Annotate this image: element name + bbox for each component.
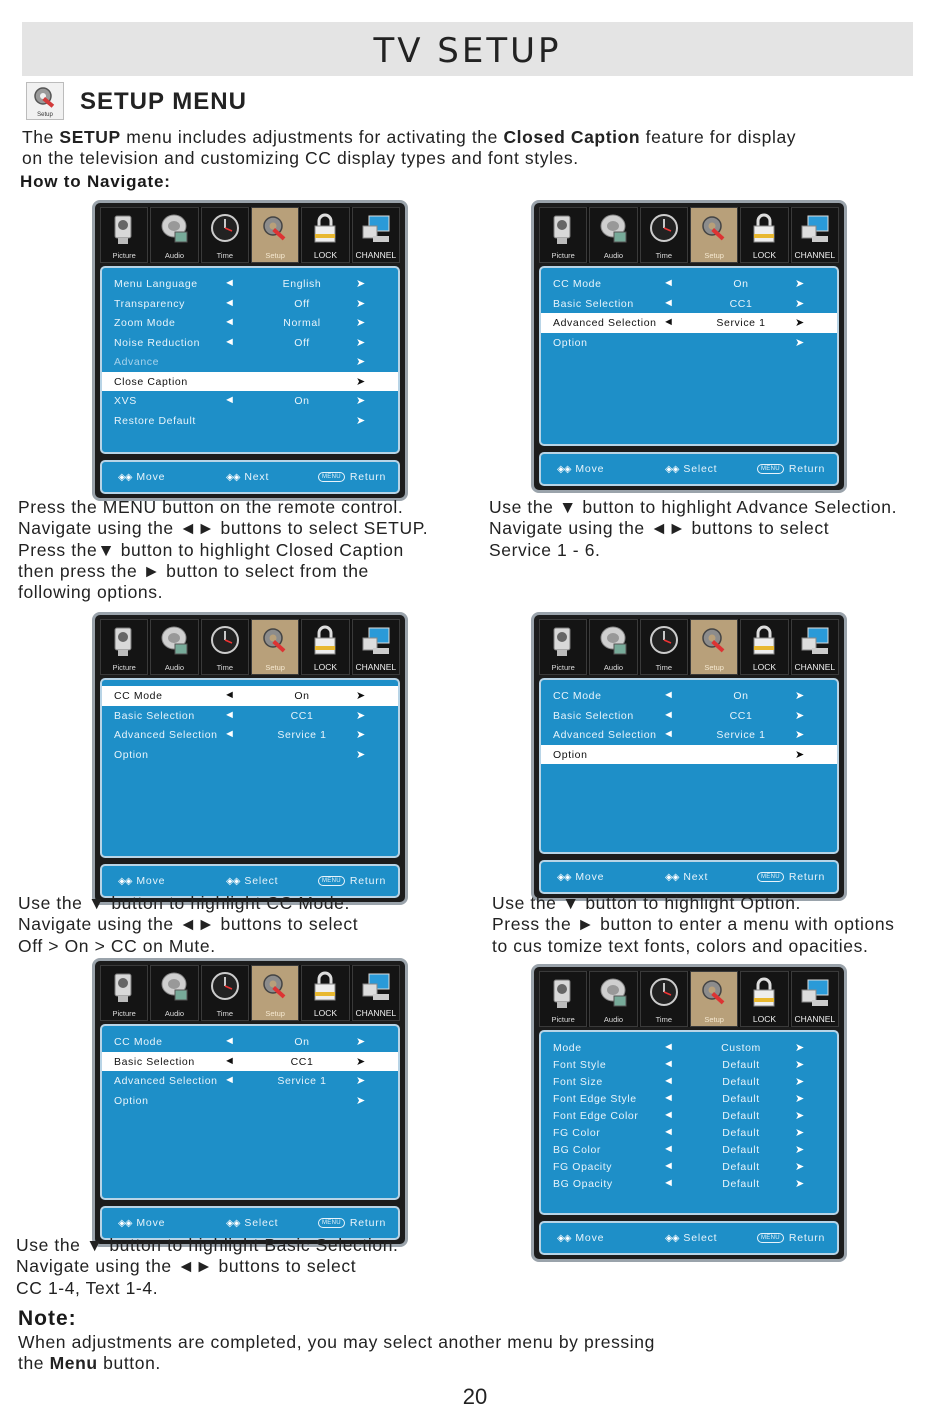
menu-row-value: On [733,278,749,290]
menu-row-value: CC1 [729,297,753,310]
left-arrow-icon[interactable]: ◄ [663,1092,675,1104]
menu-row-value: On [733,690,749,702]
menu-row-value: On [294,1036,310,1048]
menu-row-label: BG Opacity [553,1178,613,1190]
menu-row[interactable] [541,1140,837,1157]
footer-action: Next [683,871,709,883]
menu-row-label: Close Caption [114,375,188,388]
select-arrows-icon: ◈◈ [226,1217,240,1229]
menu-row-value: Service 1 [716,729,766,741]
tv-screen-option [531,612,847,901]
left-arrow-icon[interactable]: ◄ [224,689,236,701]
menu-icon-strip [100,965,400,1021]
move-arrows-icon: ◈◈ [118,471,132,483]
menu-row-value: On [294,690,310,702]
right-arrow-icon[interactable]: ➤ [795,690,805,702]
menu-row-value: Default [722,1178,760,1190]
right-arrow-icon[interactable]: ➤ [356,1036,366,1048]
page-number: 20 [462,1384,488,1409]
menu-tab-time[interactable] [640,207,688,263]
menu-row-label: Menu Language [114,278,198,290]
menu-footer [100,460,400,494]
footer-move: Move [575,463,605,475]
menu-row[interactable] [541,1106,837,1123]
right-arrow-icon[interactable]: ➤ [795,1059,805,1071]
left-arrow-icon[interactable]: ◄ [663,1058,675,1070]
menu-row[interactable] [541,1089,837,1106]
menu-tab-label: Picture [551,663,575,672]
menu-key-icon: MENU [318,472,345,482]
left-arrow-icon[interactable]: ◄ [224,1035,236,1047]
footer-action: Select [683,1232,718,1244]
move-arrows-icon: ◈◈ [557,871,571,883]
menu-key-icon: MENU [318,1218,345,1228]
menu-row-label: Basic Selection [553,709,634,722]
menu-row-label: CC Mode [553,278,602,290]
menu-tab-label: CHANNEL [794,1014,836,1024]
footer-action: Select [244,875,279,887]
menu-tab-label: Picture [551,251,575,260]
menu-tab-label: Time [655,663,673,672]
menu-row-label: Advanced Selection [114,729,218,741]
menu-row-value: English [282,278,322,290]
menu-tab-label: Time [216,1009,234,1018]
menu-row-label: Restore Default [114,414,196,427]
menu-row[interactable] [541,745,837,765]
menu-tab-label: Setup [704,1015,724,1024]
menu-tab-label: LOCK [752,250,777,260]
left-arrow-icon[interactable]: ◄ [663,1177,675,1189]
footer-move: Move [136,875,166,887]
menu-tab-time[interactable] [640,619,688,675]
menu-row[interactable] [541,274,837,294]
left-arrow-icon[interactable]: ◄ [224,296,236,309]
menu-tab-label: Audio [603,663,624,672]
menu-panel [100,1024,400,1200]
menu-row-label: Zoom Mode [114,317,176,329]
menu-tab-channel[interactable] [352,207,400,263]
footer-action: Select [244,1217,279,1229]
note-line-2: the Menu button. [18,1353,161,1373]
menu-tab-picture[interactable] [100,619,148,675]
menu-tab-lock[interactable] [301,965,349,1021]
menu-tab-label: Audio [164,1009,185,1018]
footer-return: Return [349,471,387,483]
menu-tab-setup[interactable] [690,971,738,1027]
right-arrow-icon[interactable]: ➤ [356,729,366,741]
menu-tab-setup[interactable] [690,619,738,675]
menu-row[interactable] [102,725,398,745]
menu-row-label: Option [553,336,588,349]
menu-tab-setup[interactable] [251,965,299,1021]
footer-return: Return [349,875,387,887]
right-arrow-icon[interactable]: ➤ [795,1042,805,1054]
menu-row-label: Option [553,748,588,761]
note-title: Note: [18,1307,77,1330]
menu-tab-channel[interactable] [791,619,839,675]
menu-panel [539,678,839,854]
menu-row-label: CC Mode [114,690,163,702]
right-arrow-icon[interactable]: ➤ [795,1178,805,1190]
menu-tab-label: Picture [551,1015,575,1024]
footer-action: Next [244,471,270,483]
menu-row-label: Font Edge Style [553,1093,637,1105]
left-arrow-icon[interactable]: ◄ [663,1143,675,1155]
right-arrow-icon[interactable]: ➤ [356,336,366,349]
menu-row[interactable] [102,372,398,392]
right-arrow-icon[interactable]: ➤ [356,356,366,368]
menu-row[interactable] [102,313,398,333]
select-arrows-icon: ◈◈ [665,463,679,475]
how-to-navigate-heading: How to Navigate: [20,172,171,191]
menu-tab-label: Time [216,663,234,672]
caption-step-2: Use the ▼ button to highlight Advance Selection. Navigate using the ◄► buttons to select Service 1 - 6. [489,497,898,560]
menu-row-label: Basic Selection [114,709,195,722]
footer-move: Move [575,1232,605,1244]
menu-tab-label: Picture [112,663,136,672]
menu-tab-label: CHANNEL [794,662,836,672]
right-arrow-icon[interactable]: ➤ [795,336,805,349]
right-arrow-icon[interactable]: ➤ [356,414,366,427]
menu-row[interactable] [541,1038,837,1055]
menu-row-label: CC Mode [114,1036,163,1048]
caption-step-4: Use the ▼ button to highlight Option. Press the ► button to enter a menu with options to cus tomize text fonts, colors and opacities. [492,893,895,956]
right-arrow-icon[interactable]: ➤ [356,690,366,702]
menu-row[interactable] [541,1157,837,1174]
footer-move: Move [136,471,166,483]
menu-tab-label: Time [655,251,673,260]
left-arrow-icon[interactable]: ◄ [663,1075,675,1087]
menu-row[interactable] [102,333,398,353]
menu-row-value: Default [722,1076,760,1088]
left-arrow-icon[interactable]: ◄ [663,277,675,289]
menu-footer [539,452,839,486]
right-arrow-icon[interactable]: ➤ [795,1127,805,1139]
menu-row-label: Advanced Selection [553,729,657,741]
menu-row-label: XVS [114,395,137,407]
tv-screen-basic-selection [92,958,408,1247]
menu-row-label: FG Opacity [553,1161,613,1173]
menu-row-value: CC1 [290,709,314,722]
gear-wrench-icon [31,85,59,109]
menu-row-value: Default [722,1161,760,1173]
menu-row-label: CC Mode [553,690,602,702]
menu-key-icon: MENU [757,872,784,882]
move-arrows-icon: ◈◈ [557,1232,571,1244]
menu-tab-setup[interactable] [251,207,299,263]
menu-tab-label: Picture [112,251,136,260]
menu-row[interactable] [102,1052,398,1072]
left-arrow-icon[interactable]: ◄ [663,689,675,701]
menu-tab-lock[interactable] [740,619,788,675]
menu-tab-channel[interactable] [791,971,839,1027]
menu-row[interactable] [541,706,837,726]
menu-row[interactable] [102,411,398,431]
menu-icon-strip [539,971,839,1027]
menu-tab-setup[interactable] [690,207,738,263]
right-arrow-icon[interactable]: ➤ [356,1075,366,1087]
menu-row-label: Option [114,748,149,761]
menu-tab-lock[interactable] [301,619,349,675]
select-arrows-icon: ◈◈ [226,875,240,887]
menu-tab-channel[interactable] [352,965,400,1021]
menu-row[interactable] [102,1032,398,1052]
menu-row-value: Custom [721,1042,761,1054]
menu-tab-label: Audio [164,251,185,260]
menu-row-value: Off [294,297,310,310]
menu-tab-audio[interactable] [589,619,637,675]
right-arrow-icon[interactable]: ➤ [356,748,366,761]
menu-footer [539,860,839,894]
intro-line-1: The SETUP menu includes adjustments for activating the Closed Caption feature for display [22,127,797,147]
left-arrow-icon[interactable]: ◄ [224,708,236,721]
menu-tab-picture[interactable] [539,619,587,675]
setup-section-icon [26,82,64,120]
tv-screen-advanced-selection [531,200,847,493]
menu-row-value: CC1 [290,1055,314,1068]
menu-row-label: Mode [553,1042,582,1054]
left-arrow-icon[interactable]: ◄ [224,394,236,406]
menu-row[interactable] [102,391,398,411]
menu-tab-label: Picture [112,1009,136,1018]
menu-tab-label: CHANNEL [794,250,836,260]
menu-row[interactable] [102,352,398,372]
menu-row-label: Advanced Selection [114,1075,218,1087]
move-arrows-icon: ◈◈ [557,463,571,475]
footer-move: Move [136,1217,166,1229]
menu-row-label: Noise Reduction [114,336,201,349]
menu-row[interactable] [541,1123,837,1140]
menu-tab-label: Audio [603,1015,624,1024]
menu-tab-channel[interactable] [791,207,839,263]
right-arrow-icon[interactable]: ➤ [356,375,366,388]
menu-row-value: Default [722,1059,760,1071]
menu-row[interactable] [541,1072,837,1089]
menu-icon-strip [539,619,839,675]
menu-panel [539,1030,839,1215]
menu-key-icon: MENU [757,464,784,474]
menu-row-label: Font Edge Color [553,1110,639,1122]
menu-tab-picture[interactable] [539,207,587,263]
menu-tab-label: Time [655,1015,673,1024]
menu-row-value: Default [722,1093,760,1105]
menu-tab-audio[interactable] [150,619,198,675]
menu-tab-time[interactable] [201,207,249,263]
menu-tab-label: Audio [164,663,185,672]
menu-tab-time[interactable] [201,619,249,675]
menu-tab-label: CHANNEL [355,662,397,672]
right-arrow-icon[interactable]: ➤ [356,709,366,722]
title-bar [22,22,913,76]
menu-row-label: BG Color [553,1144,601,1156]
menu-tab-label: LOCK [313,1008,338,1018]
section-icon-label: Setup [37,112,53,118]
menu-row[interactable] [541,686,837,706]
intro-line-2: on the television and customizing CC display types and font styles. [22,148,579,168]
left-arrow-icon[interactable]: ◄ [663,1160,675,1172]
menu-panel [100,266,400,454]
menu-tab-channel[interactable] [352,619,400,675]
right-arrow-icon[interactable]: ➤ [356,278,366,290]
tv-screen-setup-menu [92,200,408,501]
select-arrows-icon: ◈◈ [665,1232,679,1244]
menu-row-value: Default [722,1110,760,1122]
right-arrow-icon[interactable]: ➤ [356,395,366,407]
right-arrow-icon[interactable]: ➤ [356,1055,366,1068]
menu-row[interactable] [102,274,398,294]
menu-row[interactable] [541,294,837,314]
menu-tab-lock[interactable] [740,207,788,263]
menu-row-label: Font Style [553,1059,607,1071]
right-arrow-icon[interactable]: ➤ [795,729,805,741]
tv-screen-option-submenu [531,964,847,1262]
menu-row[interactable] [102,706,398,726]
menu-tab-label: Setup [704,663,724,672]
right-arrow-icon[interactable]: ➤ [795,297,805,310]
menu-tab-time[interactable] [201,965,249,1021]
menu-footer [539,1221,839,1255]
menu-tab-label: LOCK [313,250,338,260]
menu-icon-strip [539,207,839,263]
caption-step-3: Use the ▼ button to highlight CC Mode. Navigate using the ◄► buttons to select Off > On > CC on Mute. [18,893,359,956]
move-arrows-icon: ◈◈ [118,875,132,887]
right-arrow-icon[interactable]: ➤ [795,317,805,329]
right-arrow-icon[interactable]: ➤ [795,1144,805,1156]
left-arrow-icon[interactable]: ◄ [224,728,236,740]
left-arrow-icon[interactable]: ◄ [224,335,236,348]
right-arrow-icon[interactable]: ➤ [356,1094,366,1107]
menu-tab-label: Setup [704,251,724,260]
menu-row-label: Basic Selection [114,1055,195,1068]
menu-row-label: FG Color [553,1127,601,1139]
menu-tab-time[interactable] [640,971,688,1027]
menu-tab-picture[interactable] [539,971,587,1027]
menu-row[interactable] [102,1071,398,1091]
menu-tab-picture[interactable] [100,207,148,263]
menu-tab-label: Time [216,251,234,260]
right-arrow-icon[interactable]: ➤ [795,1093,805,1105]
menu-tab-label: CHANNEL [355,250,397,260]
menu-row-value: Default [722,1127,760,1139]
left-arrow-icon[interactable]: ◄ [224,1054,236,1067]
menu-tab-audio[interactable] [589,207,637,263]
right-arrow-icon[interactable]: ➤ [795,748,805,761]
menu-row-value: Service 1 [277,729,327,741]
menu-tab-picture[interactable] [100,965,148,1021]
caption-step-5: Use the ▼ button to highlight Basic Selection. Navigate using the ◄► buttons to select CC 1-4, Text 1-4. [16,1235,399,1298]
right-arrow-icon[interactable]: ➤ [795,1161,805,1173]
menu-icon-strip [100,207,400,263]
left-arrow-icon[interactable]: ◄ [663,728,675,740]
menu-tab-audio[interactable] [150,965,198,1021]
right-arrow-icon[interactable]: ➤ [795,709,805,722]
menu-row-label: Font Size [553,1076,603,1088]
footer-return: Return [788,463,826,475]
right-arrow-icon[interactable]: ➤ [356,297,366,310]
menu-row-label: Option [114,1094,149,1107]
menu-row[interactable] [541,725,837,745]
left-arrow-icon[interactable]: ◄ [663,316,675,328]
menu-row[interactable] [102,1091,398,1111]
menu-row-value: CC1 [729,709,753,722]
menu-tab-audio[interactable] [150,207,198,263]
menu-tab-lock[interactable] [301,207,349,263]
right-arrow-icon[interactable]: ➤ [356,317,366,329]
menu-tab-label: Setup [265,1009,285,1018]
tv-screen-cc-mode [92,612,408,905]
menu-key-icon: MENU [318,876,345,886]
menu-row-value: Off [294,336,310,349]
move-arrows-icon: ◈◈ [118,1217,132,1229]
menu-row[interactable] [541,333,837,353]
menu-row-label: Transparency [114,297,186,310]
menu-row-value: On [294,395,310,407]
menu-tab-label: LOCK [752,1014,777,1024]
menu-tab-label: Audio [603,251,624,260]
menu-tab-setup[interactable] [251,619,299,675]
menu-row-value: Service 1 [716,317,766,329]
menu-key-icon: MENU [757,1233,784,1243]
right-arrow-icon[interactable]: ➤ [795,278,805,290]
footer-action: Select [683,463,718,475]
note-line-1: When adjustments are completed, you may select another menu by pressing [18,1332,655,1352]
left-arrow-icon[interactable]: ◄ [224,1074,236,1086]
menu-row[interactable] [102,745,398,765]
menu-row-value: Default [722,1144,760,1156]
menu-row-label: Basic Selection [553,297,634,310]
menu-row-value: Service 1 [277,1075,327,1087]
menu-panel [539,266,839,446]
menu-tab-label: Setup [265,251,285,260]
menu-row[interactable] [102,294,398,314]
left-arrow-icon[interactable]: ◄ [224,316,236,328]
footer-return: Return [788,871,826,883]
menu-row[interactable] [541,313,837,333]
menu-tab-lock[interactable] [740,971,788,1027]
left-arrow-icon[interactable]: ◄ [224,277,236,289]
right-arrow-icon[interactable]: ➤ [795,1076,805,1088]
footer-return: Return [349,1217,387,1229]
menu-tab-label: LOCK [313,662,338,672]
left-arrow-icon[interactable]: ◄ [663,1109,675,1121]
select-arrows-icon: ◈◈ [226,471,240,483]
menu-panel [100,678,400,858]
menu-tab-label: CHANNEL [355,1008,397,1018]
left-arrow-icon[interactable]: ◄ [663,1041,675,1053]
menu-row[interactable] [541,1174,837,1191]
left-arrow-icon[interactable]: ◄ [663,296,675,309]
menu-row[interactable] [541,1055,837,1072]
menu-icon-strip [100,619,400,675]
caption-step-1: Press the MENU button on the remote control. Navigate using the ◄► buttons to select SETUP. Press the▼ button to highlight Closed Caption then press the ► button to select from the following options. [18,497,429,603]
left-arrow-icon[interactable]: ◄ [663,1126,675,1138]
menu-row-value: Normal [283,317,321,329]
menu-row[interactable] [102,686,398,706]
menu-row-label: Advance [114,356,160,368]
page-title: TV SETUP [373,31,562,71]
right-arrow-icon[interactable]: ➤ [795,1110,805,1122]
footer-return: Return [788,1232,826,1244]
section-title: SETUP MENU [80,88,247,115]
menu-tab-label: Setup [265,663,285,672]
select-arrows-icon: ◈◈ [665,871,679,883]
menu-tab-label: LOCK [752,662,777,672]
left-arrow-icon[interactable]: ◄ [663,708,675,721]
footer-move: Move [575,871,605,883]
menu-tab-audio[interactable] [589,971,637,1027]
menu-row-label: Advanced Selection [553,317,657,329]
